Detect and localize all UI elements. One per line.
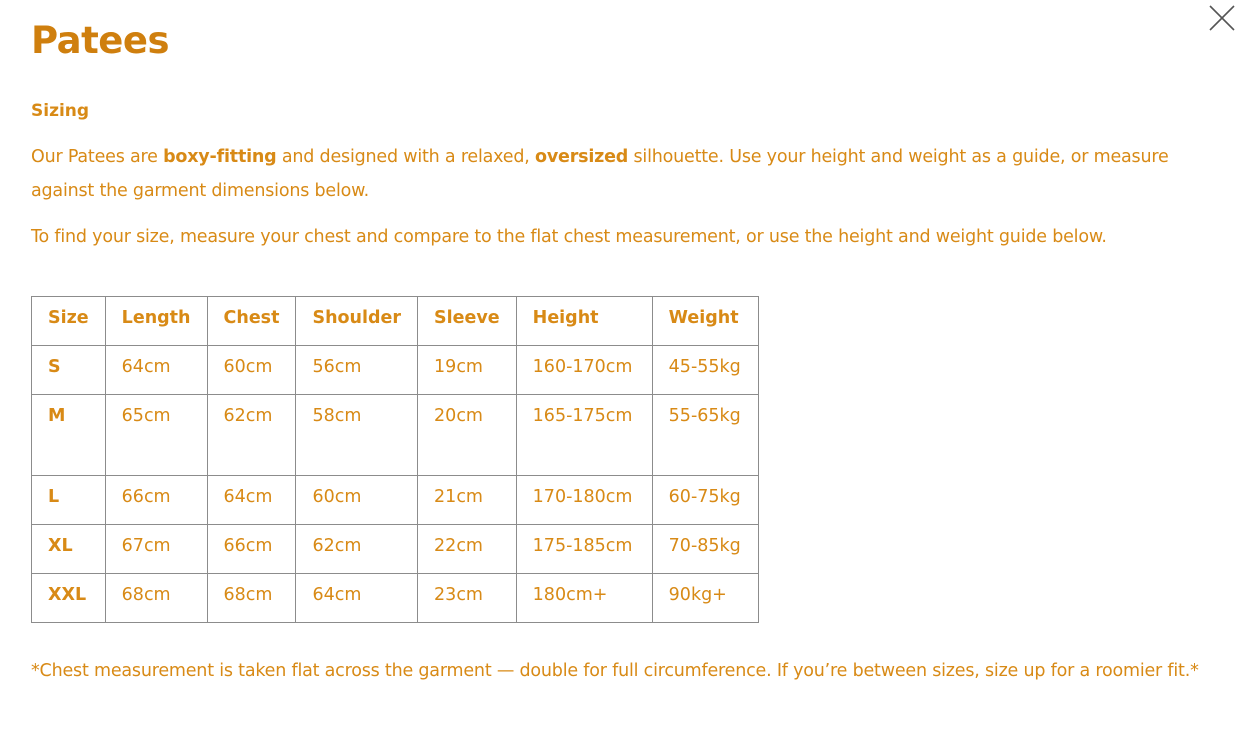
header-weight: Weight <box>652 297 758 346</box>
length-cell: 68cm <box>105 574 207 623</box>
size-cell: XXL <box>32 574 106 623</box>
sleeve-cell: 21cm <box>418 476 517 525</box>
chest-footnote: *Chest measurement is taken flat across the garment — double for full circumference. If you’re between sizes, size up for a roomier fit.* <box>31 661 1199 681</box>
table-row <box>32 525 759 574</box>
size-cell: S <box>32 346 106 395</box>
weight-cell: 60-75kg <box>652 476 758 525</box>
modal-title: Patees <box>31 19 169 62</box>
height-cell: 180cm+ <box>516 574 652 623</box>
size-cell: L <box>32 476 106 525</box>
chest-cell: 68cm <box>207 574 296 623</box>
intro-bold-oversized: oversized <box>535 147 629 167</box>
intro-paragraph <box>31 140 1191 208</box>
chest-cell: 62cm <box>207 395 296 476</box>
intro-text-2: and designed with a relaxed, <box>276 147 535 167</box>
table-row <box>32 574 759 623</box>
chest-cell: 60cm <box>207 346 296 395</box>
sizing-heading: Sizing <box>31 101 90 121</box>
size-cell: M <box>32 395 106 476</box>
chest-cell: 64cm <box>207 476 296 525</box>
sleeve-cell: 22cm <box>418 525 517 574</box>
header-size: Size <box>32 297 106 346</box>
close-button[interactable] <box>1206 2 1238 34</box>
sleeve-cell: 19cm <box>418 346 517 395</box>
size-chart-table <box>31 296 759 623</box>
intro-bold-boxy: boxy-fitting <box>163 147 277 167</box>
instructions-paragraph: To find your size, measure your chest and compare to the flat chest measurement, or use the height and weight guide below. <box>31 227 1107 247</box>
sleeve-cell: 20cm <box>418 395 517 476</box>
header-length: Length <box>105 297 207 346</box>
length-cell: 67cm <box>105 525 207 574</box>
length-cell: 66cm <box>105 476 207 525</box>
height-cell: 170-180cm <box>516 476 652 525</box>
shoulder-cell: 64cm <box>296 574 418 623</box>
close-icon[interactable] <box>1206 2 1238 34</box>
sleeve-cell: 23cm <box>418 574 517 623</box>
header-height: Height <box>516 297 652 346</box>
intro-text-1: Our Patees are <box>31 147 164 167</box>
shoulder-cell: 58cm <box>296 395 418 476</box>
shoulder-cell: 60cm <box>296 476 418 525</box>
header-shoulder: Shoulder <box>296 297 418 346</box>
header-sleeve: Sleeve <box>418 297 517 346</box>
length-cell: 65cm <box>105 395 207 476</box>
size-cell: XL <box>32 525 106 574</box>
intro-text-3: silhouette. Use your height and weight as a guide, or measure against the garment dimensions below. <box>31 147 1169 201</box>
weight-cell: 45-55kg <box>652 346 758 395</box>
chest-cell: 66cm <box>207 525 296 574</box>
weight-cell: 55-65kg <box>652 395 758 476</box>
table-row <box>32 346 759 395</box>
table-header-row <box>32 297 759 346</box>
weight-cell: 70-85kg <box>652 525 758 574</box>
height-cell: 165-175cm <box>516 395 652 476</box>
header-chest: Chest <box>207 297 296 346</box>
shoulder-cell: 56cm <box>296 346 418 395</box>
shoulder-cell: 62cm <box>296 525 418 574</box>
table-row <box>32 476 759 525</box>
height-cell: 160-170cm <box>516 346 652 395</box>
height-cell: 175-185cm <box>516 525 652 574</box>
length-cell: 64cm <box>105 346 207 395</box>
table-row <box>32 395 759 476</box>
weight-cell: 90kg+ <box>652 574 758 623</box>
